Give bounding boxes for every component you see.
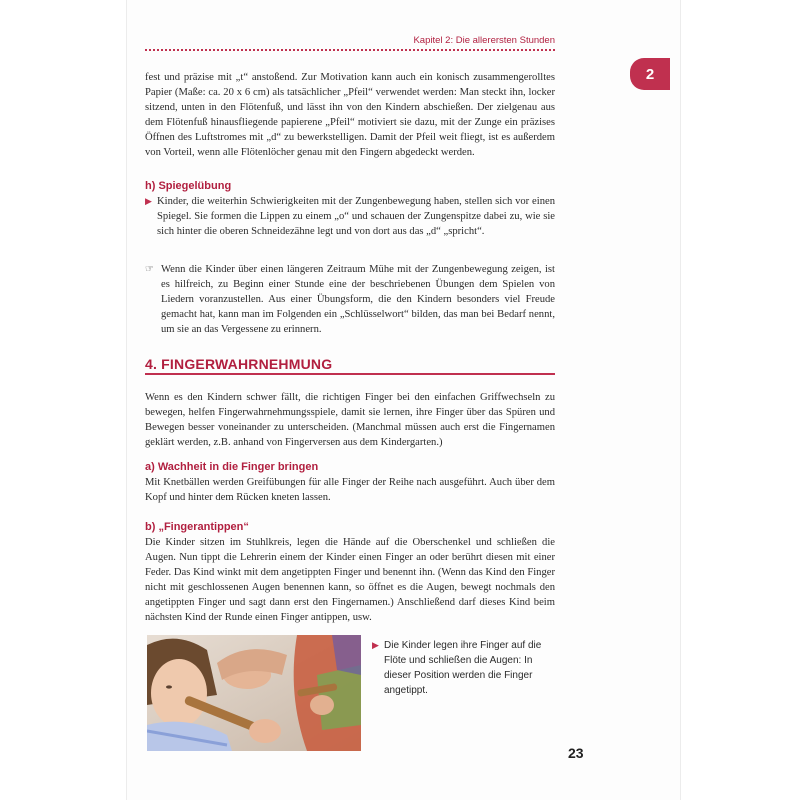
section-title-rule bbox=[145, 373, 555, 375]
photo-caption bbox=[372, 638, 557, 698]
antippen-section bbox=[145, 521, 555, 625]
running-title: Kapitel 2: Die allerersten Stunden bbox=[413, 35, 555, 46]
photo-child-recorder bbox=[147, 635, 361, 751]
wachheit-section bbox=[145, 461, 555, 505]
section-intro-text: Wenn es den Kindern schwer fällt, die richtigen Finger bei den einfachen Griffwechseln zu bewegen, helfen Fingerwahrnehmungsspiele, damit sie lernen, ihre Finger über das Spüren und Bewegen besser voneinander zu unterscheiden. (Manchmal müssen auch erst die Fingernamen geklärt werden, z.B. anhand von Fingerversen aus dem Kindergarten.) bbox=[145, 392, 555, 448]
spiegel-section bbox=[145, 180, 555, 239]
intro-paragraph: fest und präzise mit „t“ anstoßend. Zur Motivation kann auch ein konisch zusammengerolltes Papier (Maße: ca. 20 x 6 cm) als tatsächlicher „Pfeil“ verwendet werden: Man steckt ihn, locker sitzend, unten in den Flötenfuß, und lässt ihn von den Kindern abschießen. Der zielgenau aus dem Flötenfuß hinausfliegende papierene „Pfeil“ motiviert sie dazu, mit der Zunge ein präzises Öffnen des Luftstromes mit „d“ zu bewerkstelligen. Damit der Pfeil weit fliegt, ist es außerdem von Vorteil, wenn alle Flötenlöcher genau mit den Fingern abgedeckt werden. bbox=[145, 72, 555, 158]
spiegel-heading: h) Spiegelübung bbox=[145, 180, 232, 192]
caption-text: Die Kinder legen ihre Finger auf die Flöte und schließen die Augen: In dieser Position werden die Finger angetippt. bbox=[384, 640, 542, 696]
antippen-heading: b) „Fingerantippen“ bbox=[145, 521, 249, 533]
intro-paragraph-block bbox=[145, 70, 555, 160]
note-section bbox=[145, 262, 555, 337]
caption-bullet-item bbox=[372, 638, 557, 698]
chapter-tab: 2 bbox=[630, 58, 670, 90]
spiegel-bullet-text: Kinder, die weiterhin Schwierigkeiten mit der Zungenbewegung haben, stellen sich vor einen Spiegel. Sie formen die Lippen zu einem „o“ und schauen der Zungenspitze dabei zu, wie sie sich hinter die oberen Schneidezähne legt und von dort aus das „d“ „spricht“. bbox=[157, 196, 555, 237]
antippen-text: Die Kinder sitzen im Stuhlkreis, legen die Hände auf die Oberschenkel und schließen die Augen. Nun tippt die Lehrerin einem der Kinder einen Finger an oder berührt diesen mit einer Feder. Das Kind winkt mit dem angetippten Finger und benennt ihn. (Wenn das Kind den Finger nicht mit geschlossenen Augen benennen kann, so öffnet es die Augen, bewegt nochmals den angetippten Finger und sagt dann erst den Fingernamen.) Anschließend darf dieses Kind beim nächsten Kind der Runde einen Finger antippen, usw. bbox=[145, 537, 555, 623]
section-intro-block bbox=[145, 390, 555, 450]
header-dotted-rule bbox=[145, 49, 555, 51]
note-item bbox=[145, 262, 555, 337]
spiegel-bullet-item bbox=[145, 194, 555, 239]
page-number: 23 bbox=[568, 745, 584, 761]
wachheit-heading: a) Wachheit in die Finger bringen bbox=[145, 461, 319, 473]
triangle-bullet-icon: ▶ bbox=[372, 640, 379, 650]
wachheit-text: Mit Knetbällen werden Greifübungen für alle Finger der Reihe nach ausgeführt. Auch über dem Kopf und hinter dem Rücken kneten lassen. bbox=[145, 477, 555, 503]
triangle-bullet-icon: ▶ bbox=[145, 196, 152, 206]
note-text: Wenn die Kinder über einen längeren Zeitraum Mühe mit der Zungenbewegung zeigen, ist es hilfreich, zu Beginn einer Stunde eine der beschriebenen Übungen dem Spielen von Liedern voranzustellen. Aus einer Übungsform, die den Kindern besonders viel Freude gemacht hat, kann man im Folgenden ein „Schlüsselwort“ bilden, das man bei Bedarf nennt, um sie an das Vergessene zu erinnern. bbox=[161, 264, 555, 335]
photo-illustration bbox=[147, 635, 361, 751]
pointing-hand-icon: ☞ bbox=[145, 264, 154, 275]
section-title: 4. FINGERWAHRNEHMUNG bbox=[145, 356, 333, 372]
section-heading-block bbox=[145, 356, 555, 372]
